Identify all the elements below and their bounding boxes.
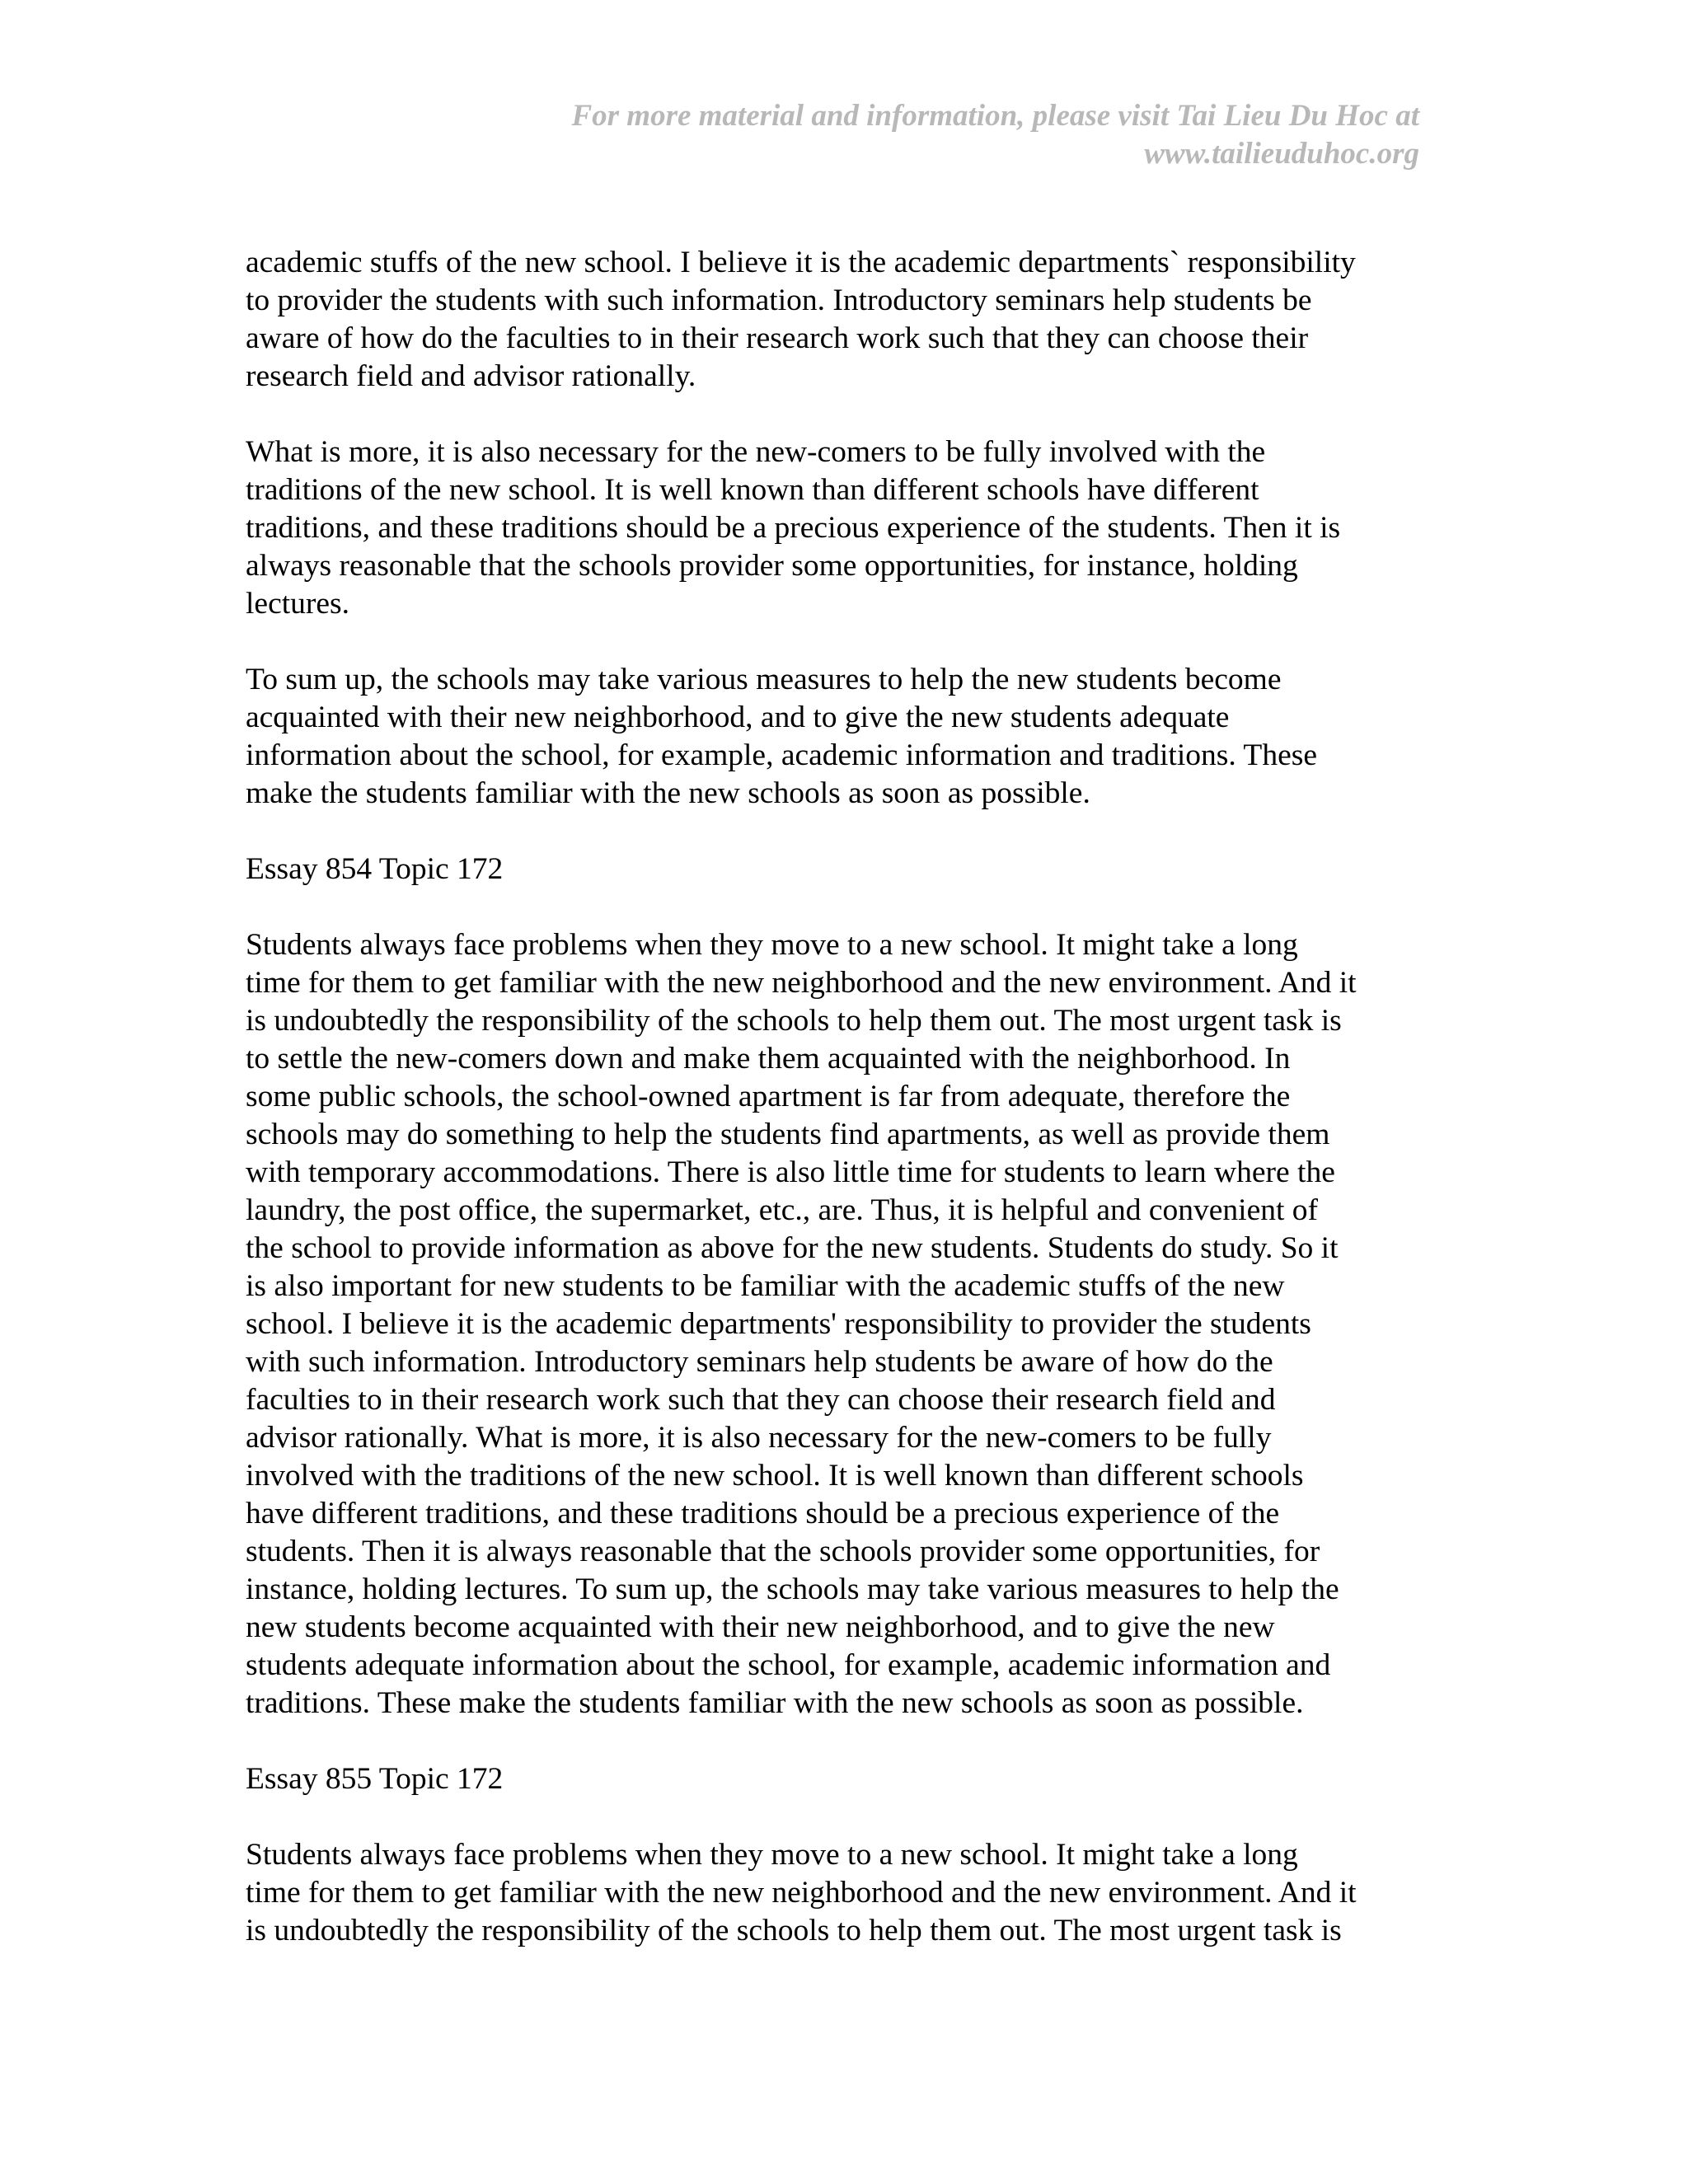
text-line: acquainted with their new neighborhood, and to give the new students adequate: [246, 701, 1230, 734]
paragraph-gap: [246, 1798, 1449, 1836]
text-line: is undoubtedly the responsibility of the schools to help them out. The most urgent task is: [246, 1004, 1342, 1038]
essay-heading: [246, 1760, 1449, 1798]
text-line: advisor rationally. What is more, it is also necessary for the new-comers to be fully: [246, 1421, 1272, 1455]
header-url: www.tailieuduhoc.org: [1144, 137, 1419, 171]
document-body: [246, 244, 1449, 1950]
text-line: always reasonable that the schools provider some opportunities, for instance, holding: [246, 549, 1298, 583]
text-line: the school to provide information as above for the new students. Students do study. So it: [246, 1231, 1339, 1265]
essay-heading: [246, 851, 1449, 888]
text-line: traditions of the new school. It is well known than different schools have different: [246, 473, 1259, 507]
text-line: students adequate information about the school, for example, academic information and: [246, 1648, 1331, 1682]
text-line: Students always face problems when they move to a new school. It might take a long: [246, 928, 1298, 962]
paragraph: [246, 434, 1449, 623]
text-line: school. I believe it is the academic departments' responsibility to provider the students: [246, 1307, 1311, 1341]
text-line: information about the school, for example, academic information and traditions. These: [246, 738, 1317, 772]
text-line: some public schools, the school-owned apartment is far from adequate, therefore the: [246, 1080, 1291, 1113]
paragraph-gap: [246, 813, 1449, 851]
text-line: Essay 855 Topic 172: [246, 1762, 504, 1796]
paragraph: [246, 244, 1449, 396]
text-line: with such information. Introductory seminars help students be aware of how do the: [246, 1345, 1273, 1379]
text-line: academic stuffs of the new school. I believe it is the academic departments` responsibility: [246, 246, 1356, 279]
text-line: is undoubtedly the responsibility of the schools to help them out. The most urgent task is: [246, 1914, 1342, 1947]
text-line: schools may do something to help the students find apartments, as well as provide them: [246, 1118, 1330, 1151]
text-line: faculties to in their research work such that they can choose their research field and: [246, 1383, 1276, 1417]
text-line: Students always face problems when they move to a new school. It might take a long: [246, 1838, 1298, 1872]
text-line: laundry, the post office, the supermarket, etc., are. Thus, it is helpful and convenient of: [246, 1193, 1319, 1227]
text-line: with temporary accommodations. There is also little time for students to learn where the: [246, 1155, 1335, 1189]
text-line: time for them to get familiar with the new neighborhood and the new environment. And it: [246, 1876, 1357, 1910]
text-line: involved with the traditions of the new school. It is well known than different schools: [246, 1459, 1304, 1493]
text-line: have different traditions, and these traditions should be a precious experience of the: [246, 1497, 1280, 1530]
paragraph-gap: [246, 396, 1449, 434]
paragraph-gap: [246, 888, 1449, 926]
text-line: time for them to get familiar with the new neighborhood and the new environment. And it: [246, 966, 1357, 1000]
text-line: Essay 854 Topic 172: [246, 852, 504, 886]
text-line: lectures.: [246, 587, 349, 621]
page-header: [183, 97, 1419, 173]
text-line: traditions. These make the students familiar with the new schools as soon as possible.: [246, 1686, 1304, 1720]
paragraph-gap: [246, 623, 1449, 661]
text-line: research field and advisor rationally.: [246, 359, 696, 393]
text-line: aware of how do the faculties to in their research work such that they can choose their: [246, 321, 1309, 355]
paragraph: [246, 661, 1449, 813]
text-line: traditions, and these traditions should be a precious experience of the students. Then it is: [246, 511, 1341, 545]
text-line: new students become acquainted with their new neighborhood, and to give the new: [246, 1610, 1275, 1644]
text-line: What is more, it is also necessary for the new-comers to be fully involved with the: [246, 435, 1266, 469]
text-line: To sum up, the schools may take various measures to help the new students become: [246, 663, 1282, 696]
paragraph: [246, 1836, 1449, 1950]
header-line-1: For more material and information, please visit Tai Lieu Du Hoc at: [571, 99, 1419, 133]
paragraph: [246, 926, 1449, 1722]
paragraph-gap: [246, 1722, 1449, 1760]
text-line: is also important for new students to be familiar with the academic stuffs of the new: [246, 1269, 1285, 1303]
text-line: to provider the students with such information. Introductory seminars help students be: [246, 284, 1312, 317]
text-line: instance, holding lectures. To sum up, the schools may take various measures to help the: [246, 1572, 1339, 1606]
text-line: to settle the new-comers down and make them acquainted with the neighborhood. In: [246, 1042, 1291, 1076]
text-line: make the students familiar with the new schools as soon as possible.: [246, 776, 1090, 810]
text-line: students. Then it is always reasonable that the schools provider some opportunities, for: [246, 1535, 1320, 1568]
